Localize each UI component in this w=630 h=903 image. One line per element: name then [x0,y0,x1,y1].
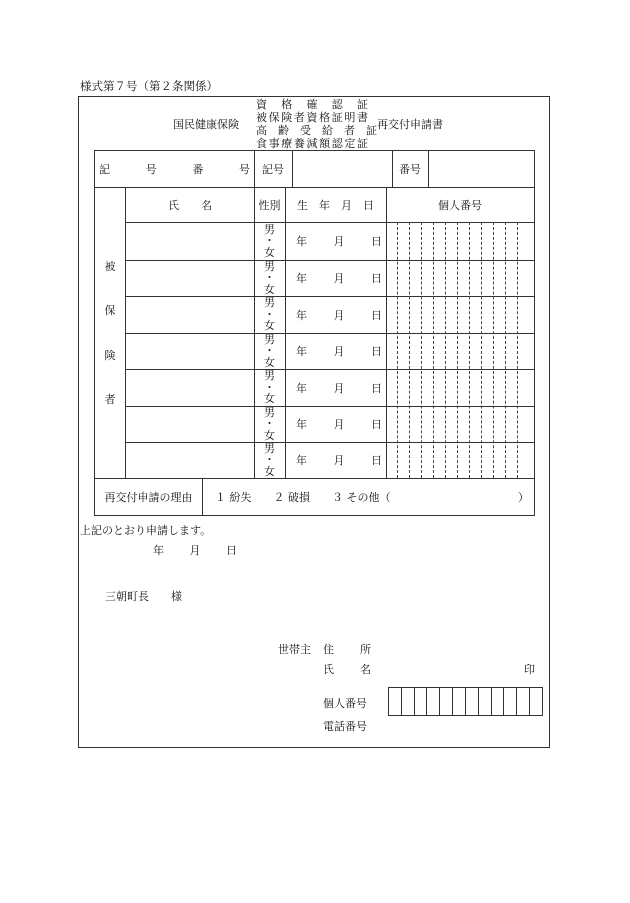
name-header: 氏 名 [168,198,212,212]
seal-mark: 印 [524,663,535,676]
birth-date-cell[interactable]: 年 月 日 [296,345,382,358]
certificate-types [256,98,377,150]
birth-date-cell[interactable]: 年 月 日 [296,418,382,431]
insured-person-label: 被 保 険 者 [104,259,116,407]
my-number-label: 個人番号 [323,697,367,710]
insured-name-cell[interactable] [126,222,254,260]
addressee: 三朝町長 様 [105,590,182,603]
insured-name-cell[interactable] [126,369,254,406]
gender-cell[interactable]: 男 ・ 女 [264,259,275,296]
certificate-type: 資 格 確 認 証 [256,98,368,111]
number-input[interactable] [429,151,534,187]
household-head-label: 世帯主 [278,643,311,656]
birth-date-cell[interactable]: 年 月 日 [296,235,382,248]
insured-name-cell[interactable] [126,442,254,478]
birth-date-cell[interactable]: 年 月 日 [296,381,382,395]
reason-options[interactable]: １ 紛失 ２ 破損 ３ その他（ [215,490,391,504]
insured-table [94,150,535,516]
my-number-boxes[interactable] [388,687,543,716]
gender-header: 性別 [258,198,281,212]
application-statement: 上記のとおり申請します。 [80,524,212,537]
insured-name-cell[interactable] [126,260,254,296]
gender-cell[interactable]: 男 ・ 女 [264,332,275,369]
phone-label: 電話番号 [323,720,367,733]
address-field[interactable] [383,637,533,655]
name-field[interactable] [383,657,513,675]
my-number-cell[interactable] [386,296,534,333]
insurance-type: 国民健康保険 [173,118,239,131]
my-number-cell[interactable] [386,442,534,478]
address-label: 住 所 [323,643,371,656]
my-number-header: 個人番号 [438,198,482,212]
my-number-cell[interactable] [386,222,534,260]
birth-date-header: 生 年 月 日 [297,198,374,212]
certificate-type: 被保険者資格証明書 [256,111,368,124]
certificate-type: 食事療養減額認定証 [256,137,368,150]
gender-cell[interactable]: 男 ・ 女 [264,296,275,333]
gender-cell[interactable]: 男 ・ 女 [264,369,275,406]
name-label: 氏 名 [323,663,371,676]
gender-cell[interactable]: 男 ・ 女 [264,222,275,259]
my-number-cell[interactable] [386,260,534,296]
phone-field[interactable] [383,714,533,732]
number-label: 番号 [399,163,421,176]
birth-date-cell[interactable]: 年 月 日 [296,308,382,322]
my-number-cell[interactable] [386,369,534,406]
birth-date-cell[interactable]: 年 月 日 [296,454,382,467]
reason-close-paren: ） [518,490,529,504]
symbol-number-label: 記 号 番 号 [99,163,250,176]
my-number-cell[interactable] [386,333,534,369]
gender-cell[interactable]: 男 ・ 女 [264,441,275,478]
form-number-label: 様式第７号（第２条関係） [80,79,218,93]
gender-cell[interactable]: 男 ・ 女 [264,405,275,442]
certificate-type: 高 齢 受 給 者 証 [256,124,377,137]
my-number-cell[interactable] [386,406,534,442]
application-date[interactable]: 年 月 日 [153,544,237,557]
insured-name-cell[interactable] [126,296,254,333]
reason-label: 再交付申請の理由 [104,490,193,504]
symbol-label: 記号 [262,163,284,176]
insured-name-cell[interactable] [126,333,254,369]
insured-name-cell[interactable] [126,406,254,442]
symbol-input[interactable] [293,151,392,187]
birth-date-cell[interactable]: 年 月 日 [296,272,382,285]
form-title: 再交付申請書 [377,118,443,131]
